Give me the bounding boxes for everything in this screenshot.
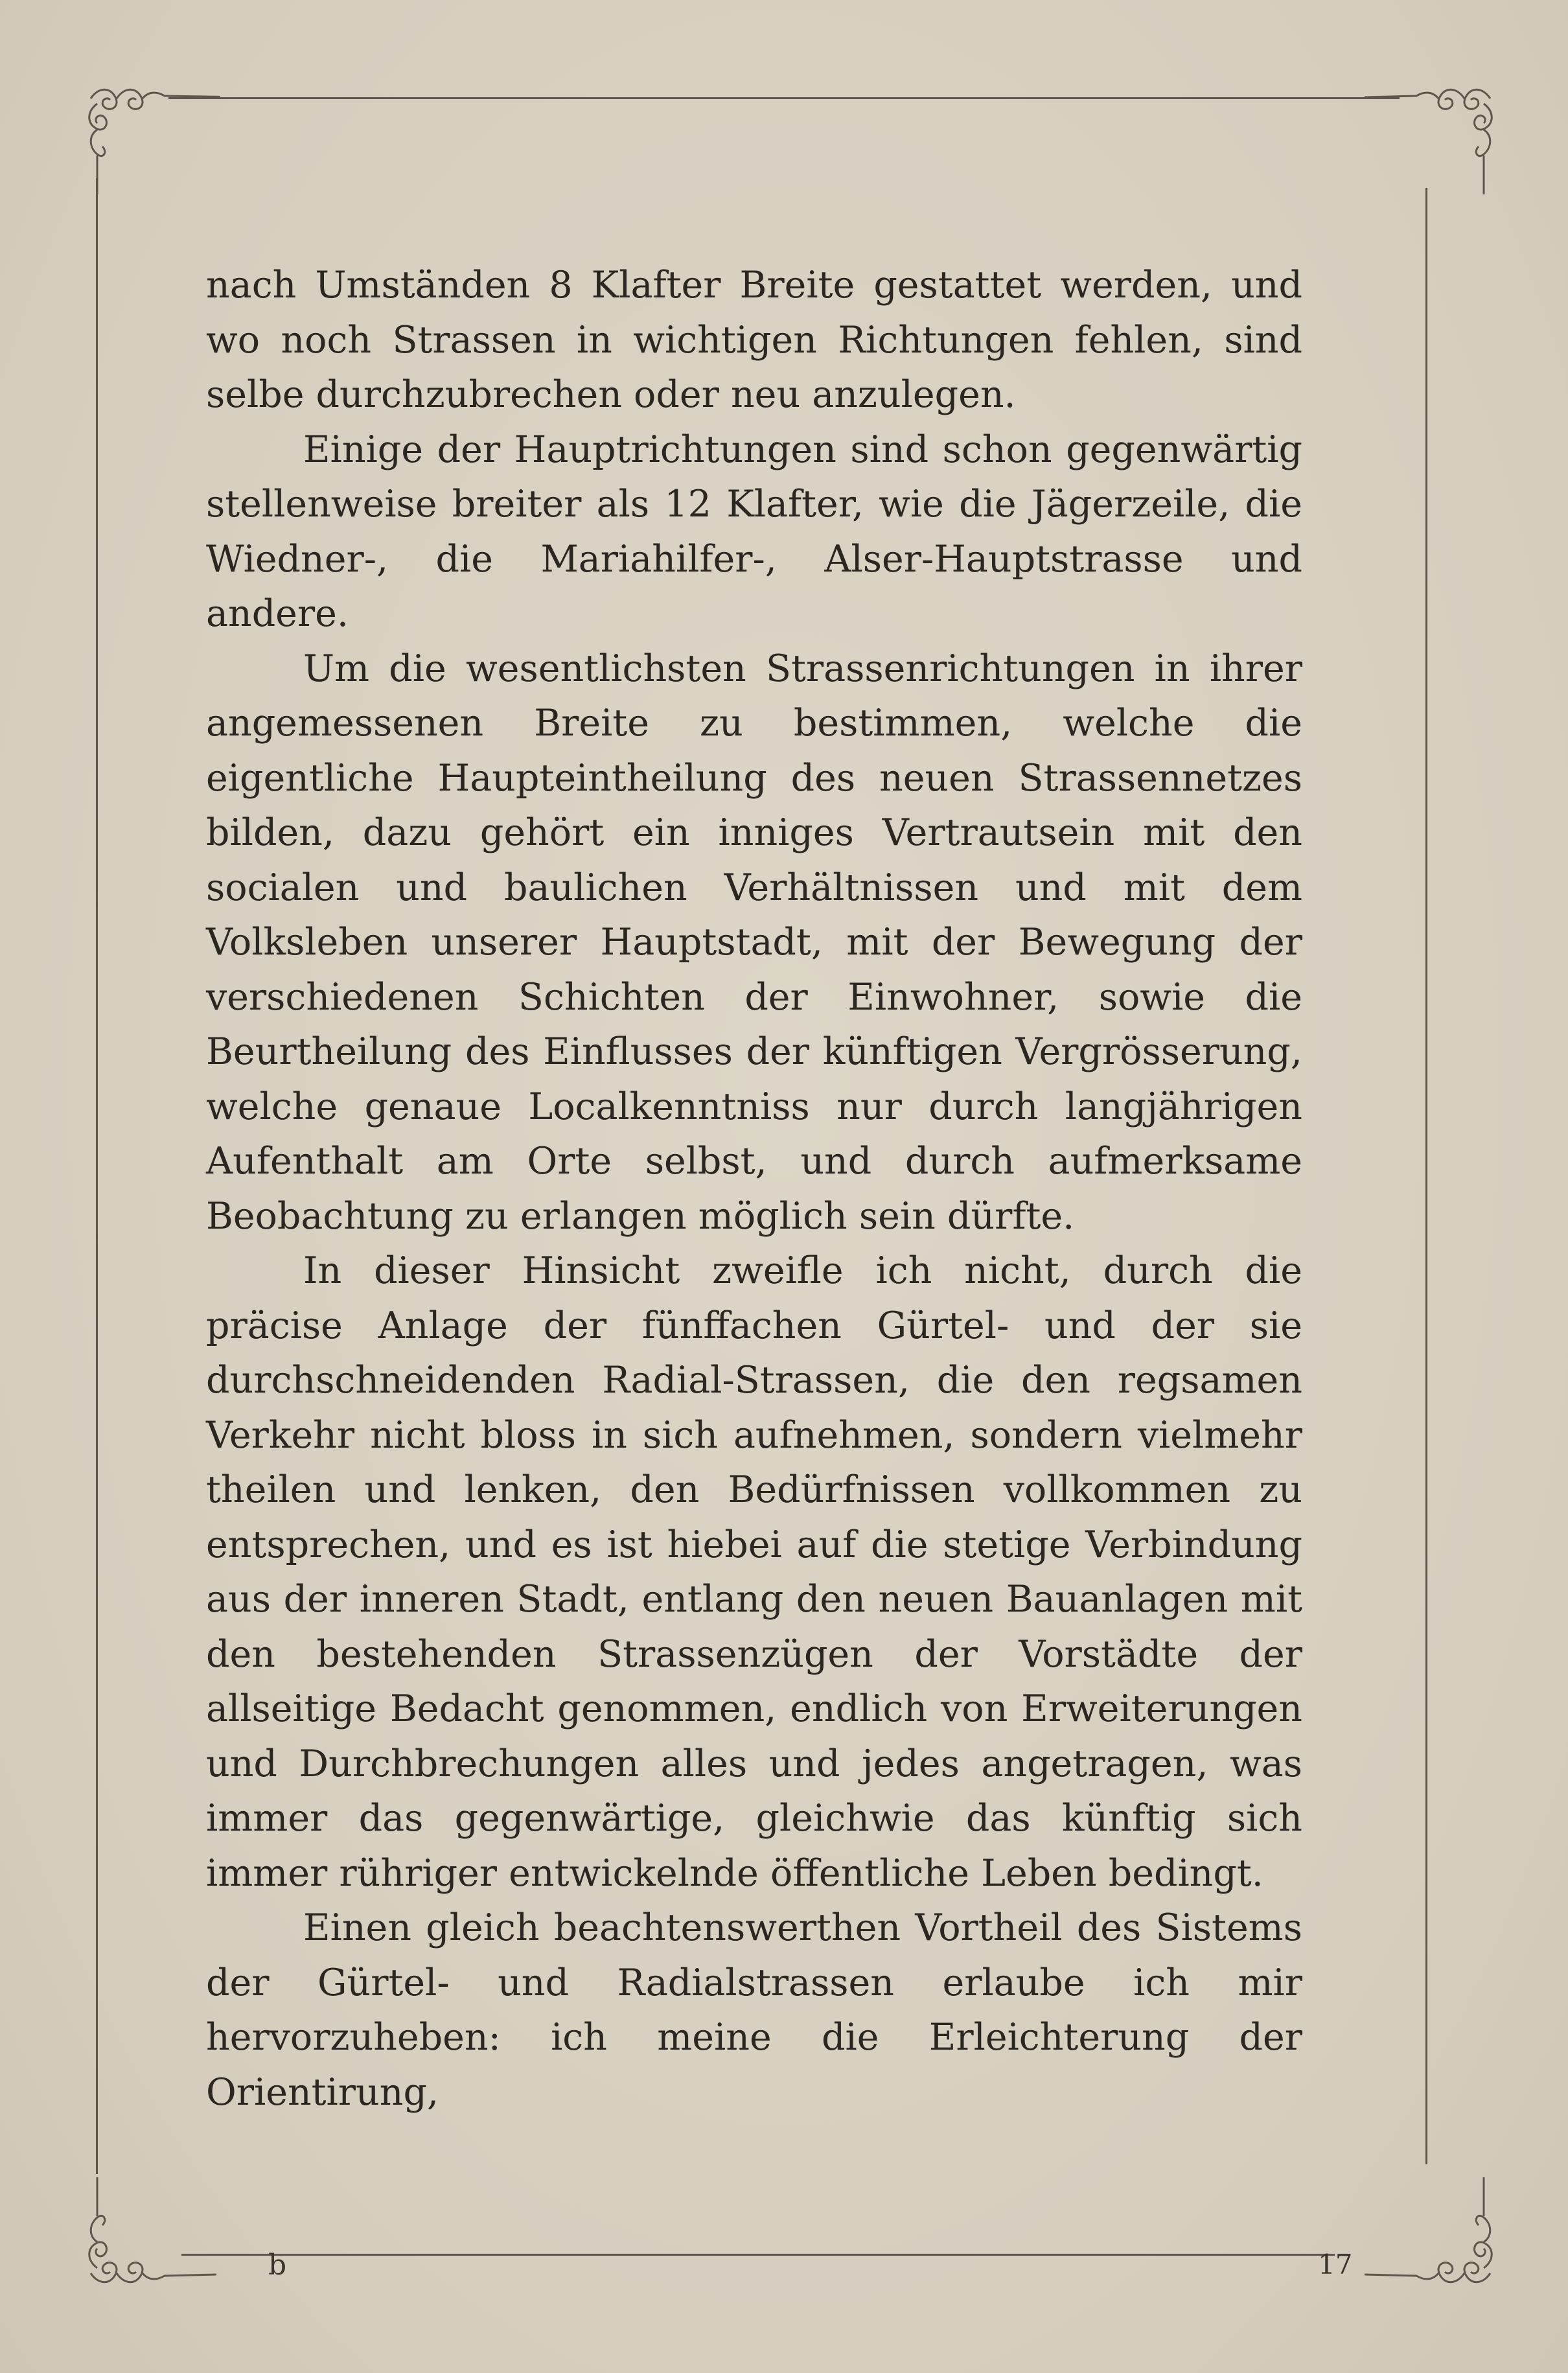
frame-left-rule bbox=[96, 178, 98, 2174]
paragraph: Einen gleich beachtenswerthen Vortheil des Sistems der Gürtel- und Radialstrassen erlaube ich mir hervorzuheben: ich meine die Erleichterung der Orientirung, bbox=[206, 1906, 1302, 2114]
paragraph: In dieser Hinsicht zweifle ich nicht, durch die präcise Anlage der fünffachen Gürtel- und der sie durchschneidenden Radial-Strassen, die den regsamen Verkehr nicht bloss in sich aufnehmen, sondern vielmehr theilen und lenken, den Bedürfnissen vollkommen zu entsprechen, und es ist hiebei auf die stetige Verbindung aus der inneren Stadt, entlang den neuen Bauanlagen mit den bestehenden Strassenzügen der Vorstädte der allseitige Bedacht genommen, endlich von Erweiterungen und Durchbrechungen alles und jedes angetragen, was immer das gegenwärtige, gleichwie das künftig sich immer rühriger entwickelnde öffentliche Leben bedingt. bbox=[206, 1249, 1302, 1895]
body-text bbox=[206, 258, 1302, 2120]
page-number: 17 bbox=[1318, 2249, 1353, 2280]
paragraph: Um die wesentlichsten Strassenrichtungen in ihrer angemessenen Breite zu bestimmen, welche die eigentliche Haupteintheilung des neuen Strassennetzes bilden, dazu gehört ein inniges Vertrautsein mit den socialen und baulichen Verhältnissen und mit dem Volksleben unserer Hauptstadt, mit der Bewegung der verschiedenen Schichten der Einwohner, sowie die Beurtheilung des Einflusses der künftigen Vergrösserung, welche genaue Localkenntniss nur durch langjährigen Aufenthalt am Orte selbst, und durch aufmerksame Beobachtung zu erlangen möglich sein dürfte. bbox=[206, 647, 1302, 1238]
frame-right-rule bbox=[1425, 188, 1427, 2164]
frame-top-rule bbox=[168, 97, 1400, 99]
signature-mark: b bbox=[268, 2249, 287, 2282]
frame-bottom-rule bbox=[181, 2254, 1335, 2256]
corner-ornament-bottom-left-icon bbox=[78, 2164, 220, 2294]
paragraph: nach Umständen 8 Klafter Breite gestattet werden, und wo noch Strassen in wichtigen Richtungen fehlen, sind selbe durchzubrechen oder neu anzulegen. bbox=[206, 264, 1302, 416]
corner-ornament-bottom-right-icon bbox=[1361, 2164, 1503, 2294]
corner-ornament-top-right-icon bbox=[1361, 78, 1503, 207]
corner-ornament-top-left-icon bbox=[78, 78, 220, 207]
paragraph: Einige der Hauptrichtungen sind schon gegenwärtig stellenweise breiter als 12 Klafter, wie die Jägerzeile, die Wiedner-, die Mariahilfer-, Alser-Hauptstrasse und andere. bbox=[206, 428, 1302, 635]
